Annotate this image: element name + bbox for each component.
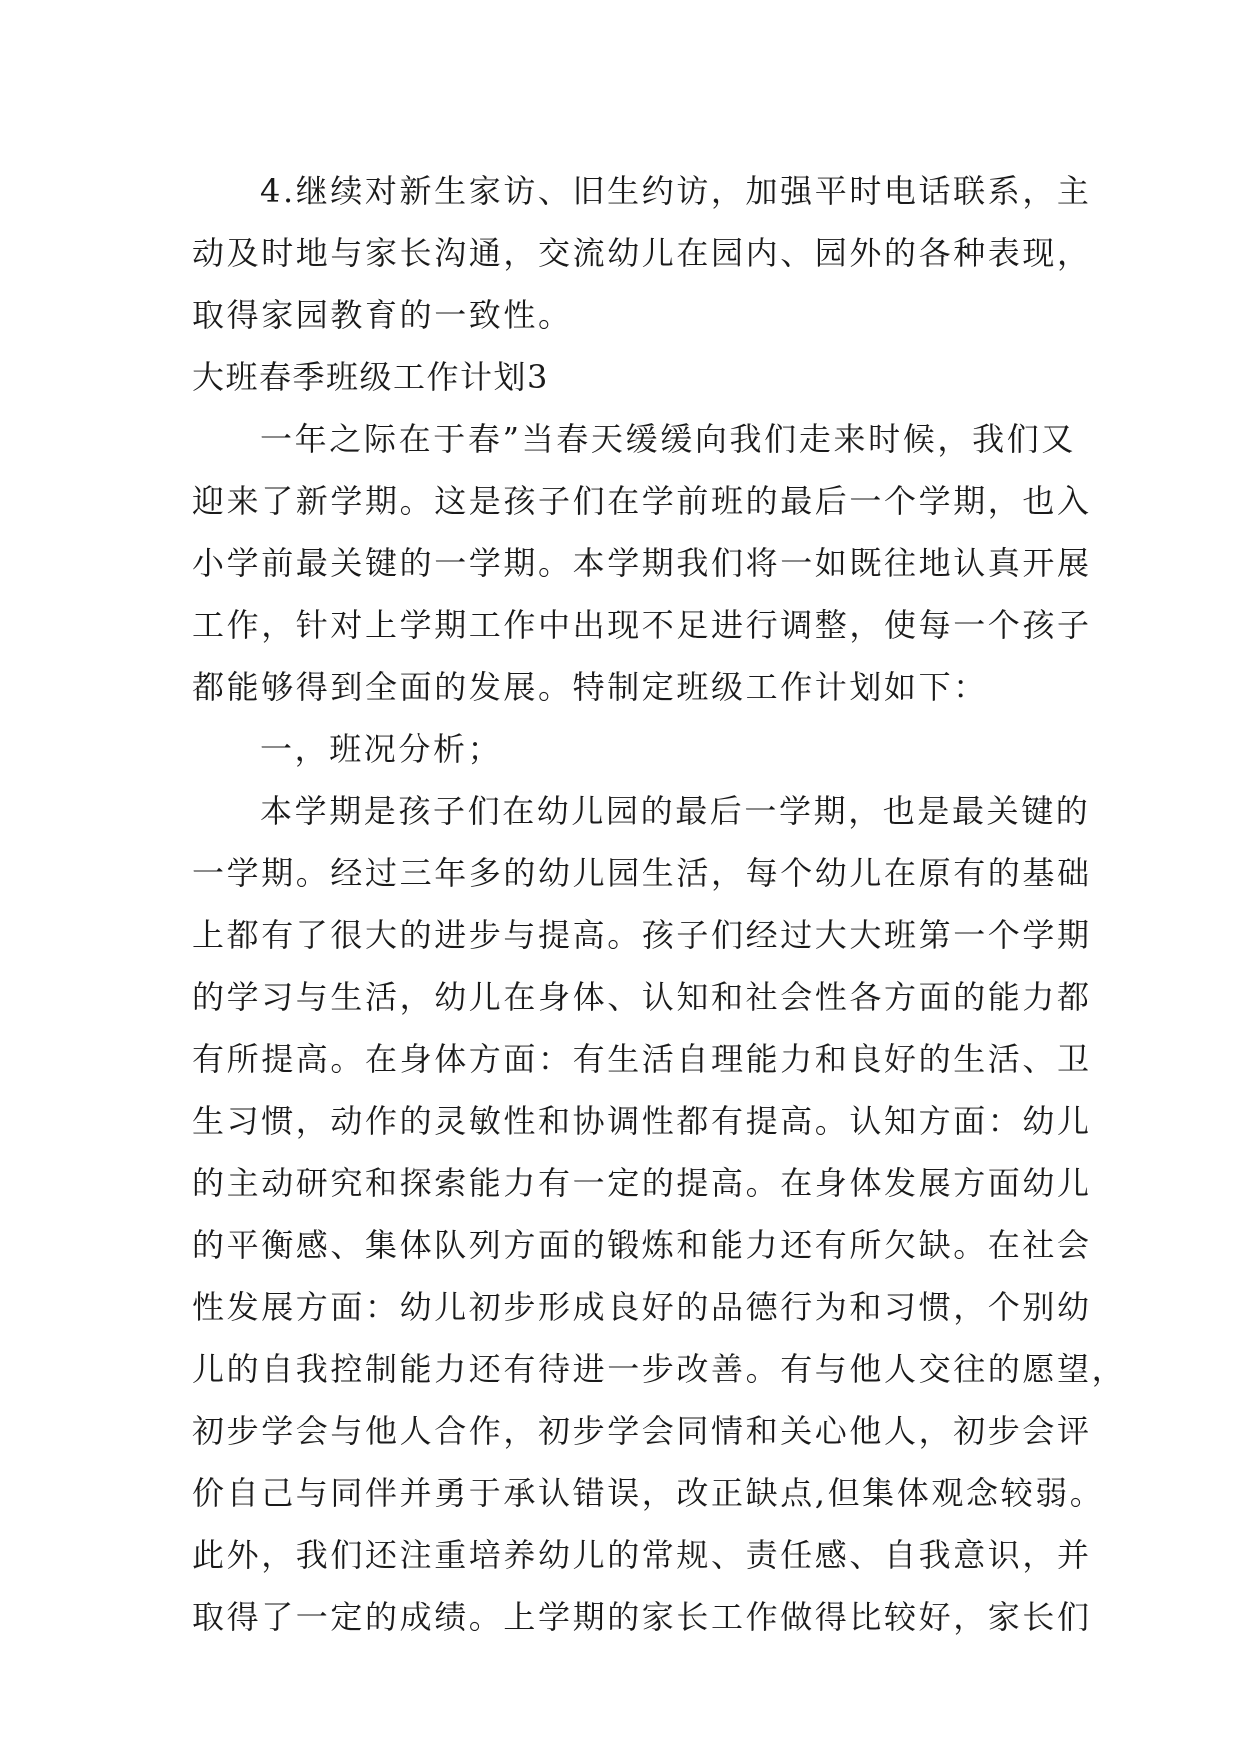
paragraph-line: 一年之际在于春”当春天缓缓向我们走来时候，我们又: [260, 420, 1076, 458]
paragraph-line: 上都有了很大的进步与提高。孩子们经过大大班第一个学期: [192, 916, 1092, 954]
paragraph-line: 生习惯，动作的灵敏性和协调性都有提高。认知方面：幼儿: [192, 1102, 1092, 1140]
paragraph-line: 一学期。经过三年多的幼儿园生活，每个幼儿在原有的基础: [192, 854, 1092, 892]
paragraph-line: 小学前最关键的一学期。本学期我们将一如既往地认真开展: [192, 544, 1092, 582]
paragraph-line: 动及时地与家长沟通，交流幼儿在园内、园外的各种表现，: [192, 234, 1092, 272]
subheading: 一，班况分析；: [260, 730, 503, 768]
paragraph-line: 的主动研究和探索能力有一定的提高。在身体发展方面幼儿: [192, 1164, 1092, 1202]
paragraph-line: 工作，针对上学期工作中出现不足进行调整，使每一个孩子: [192, 606, 1092, 644]
paragraph-line: 性发展方面：幼儿初步形成良好的品德行为和习惯，个别幼: [192, 1288, 1092, 1326]
paragraph-line: 初步学会与他人合作，初步学会同情和关心他人，初步会评: [192, 1412, 1092, 1450]
paragraph-line: 4.继续对新生家访、旧生约访，加强平时电话联系，主: [260, 172, 1092, 210]
document-body: [192, 160, 1127, 1648]
paragraph-line: 的学习与生活，幼儿在身体、认知和社会性各方面的能力都: [192, 978, 1092, 1016]
paragraph-line: 迎来了新学期。这是孩子们在学前班的最后一个学期，也入: [192, 482, 1092, 520]
paragraph-line: 价自己与同伴并勇于承认错误，改正缺点,但集体观念较弱。: [192, 1474, 1105, 1512]
paragraph-line: 有所提高。在身体方面：有生活自理能力和良好的生活、卫: [192, 1040, 1092, 1078]
paragraph-line: 的平衡感、集体队列方面的锻炼和能力还有所欠缺。在社会: [192, 1226, 1092, 1264]
section-heading: 大班春季班级工作计划3: [192, 358, 549, 396]
paragraph-line: 都能够得到全面的发展。特制定班级工作计划如下：: [192, 668, 988, 706]
paragraph-line: 取得了一定的成绩。上学期的家长工作做得比较好，家长们: [192, 1598, 1092, 1636]
paragraph-line: 此外，我们还注重培养幼儿的常规、责任感、自我意识，并: [192, 1536, 1092, 1574]
paragraph-line: 本学期是孩子们在幼儿园的最后一学期，也是最关键的: [260, 792, 1091, 830]
paragraph-line: 取得家园教育的一致性。: [192, 296, 573, 334]
paragraph-line: 儿的自我控制能力还有待进一步改善。有与他人交往的愿望，: [192, 1350, 1127, 1388]
